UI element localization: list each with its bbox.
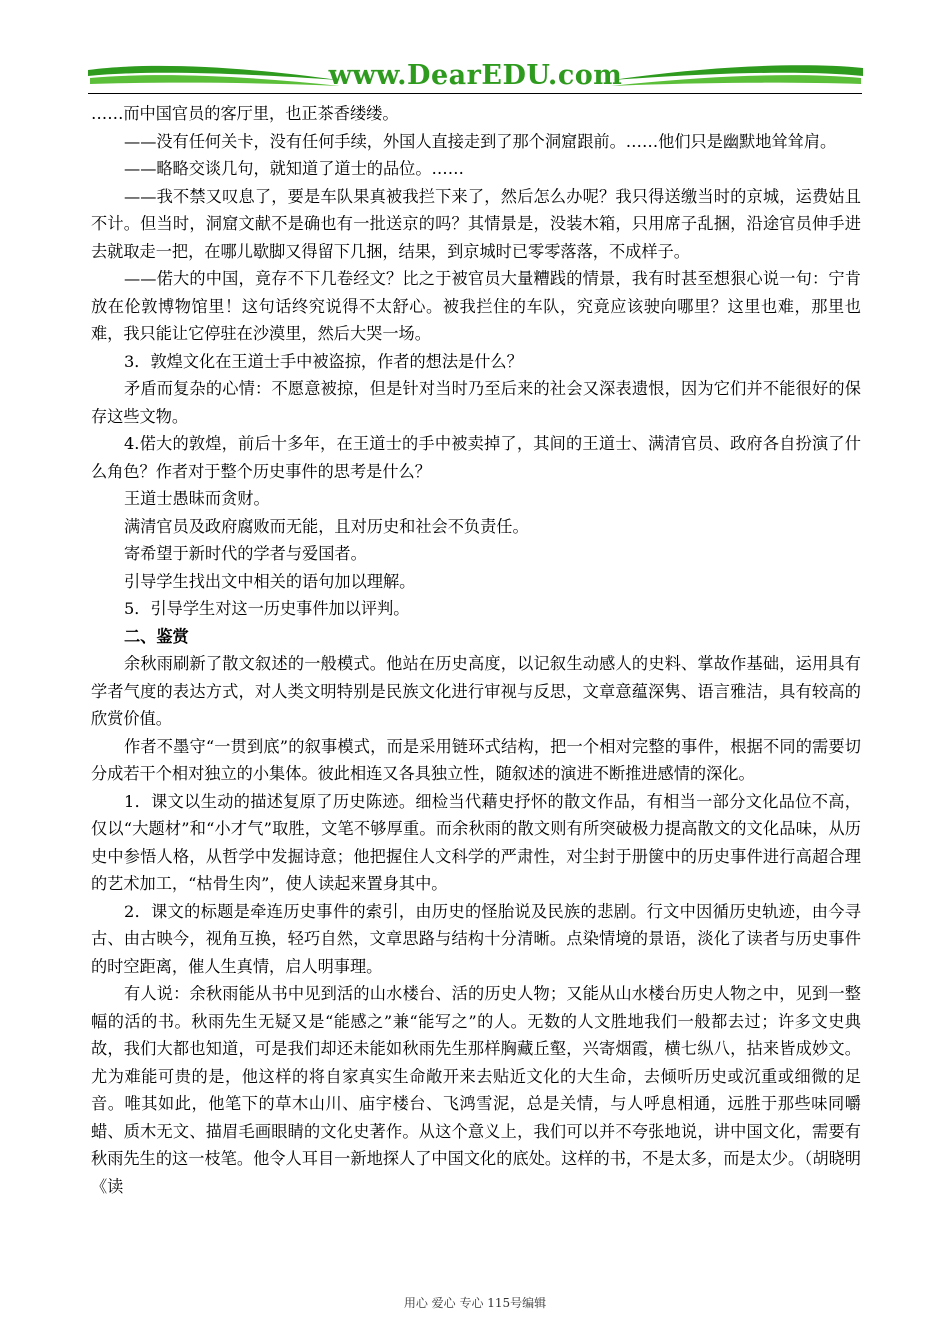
header-divider [88, 93, 862, 94]
paragraph: 3．敦煌文化在王道士手中被盗掠，作者的想法是什么？ [124, 351, 523, 371]
paragraph: 王道士愚昧而贪财。 [124, 489, 270, 508]
paragraph: 5．引导学生对这一历史事件加以评判。 [124, 599, 410, 618]
paragraph: 矛盾而复杂的心情：不愿意被掠，但是针对当时乃至后来的社会又深表遗恨，因为它们并不能很好的保存这些文物。 [91, 379, 861, 426]
paragraph: 寄希望于新时代的学者与爱国者。 [124, 544, 367, 563]
paragraph: 作者不墨守“一贯到底”的叙事模式，而是采用链环式结构，把一个相对完整的事件，根据不同的需要切分成若干个相对独立的小集体。彼此相连又各具独立性，随叙述的演进不断推进感情的深化。 [91, 736, 861, 783]
paragraph: 2．课文的标题是牵连历史事件的索引，由历史的怪胎说及民族的悲剧。行文中因循历史轨迹，由今寻古、由古映今，视角互换，轻巧自然，文章思路与结构十分清晰。点染情境的景语，淡化了读者与历史事件的时空距离，催人生真情，启人明事理。 [91, 901, 861, 976]
paragraph: 引导学生找出文中相关的语句加以理解。 [124, 571, 416, 591]
paragraph: ——偌大的中国，竟存不下几卷经文？比之于被官员大量糟践的情景，我有时甚至想狠心说一句：宁肯放在伦敦博物馆里！这句话终究说得不太舒心。被我拦住的车队，究竟应该驶向哪里？这里也难，那里也难，我只能让它停驻在沙漠里，然后大哭一场。 [91, 269, 861, 343]
paragraph: 满清官员及政府腐败而无能，且对历史和社会不负责任。 [124, 516, 529, 536]
paragraph: 余秋雨刷新了散文叙述的一般模式。他站在历史高度，以记叙生动感人的史料、掌故作基础，运用具有学者气度的表达方式，对人类文明特别是民族文化进行审视与反思，文章意蕴深隽、语言雅洁，具有较高的欣赏价值。 [91, 654, 861, 728]
paragraph: 有人说：余秋雨能从书中见到活的山水楼台、活的历史人物；又能从山水楼台历史人物之中，见到一整幅的活的书。秋雨先生无疑又是“能感之”兼“能写之”的人。无数的人文胜地我们一般都去过；许多文史典故，我们大都也知道，可是我们却还未能如秋雨先生那样胸藏丘壑，兴寄烟霞，横七纵八，拈来皆成妙文。尤为难能可贵的是，他这样的将自家真实生命敞开来去贴近文化的大生命，去倾听历史或沉重或细微的足音。唯其如此，他笔下的草木山川、庙宇楼台、飞鸿雪泥，总是关情，与人呼息相通，远胜于那些味同嚼蜡、质木无文、描眉毛画眼睛的文化史著作。从这个意义上，我们可以并不夸张地说，讲中国文化，需要有秋雨先生的这一枝笔。他令人耳目一新地探人了中国文化的底处。这样的书，不是太多，而是太少。（胡晓明《读 [91, 984, 861, 1196]
site-logo[interactable]: www.DearEDU.com [328, 60, 623, 91]
page-header [88, 58, 863, 96]
paragraph: ——我不禁又叹息了，要是车队果真被我拦下来了，然后怎么办呢？我只得送缴当时的京城，运费姑且不计。但当时，洞窟文献不是确也有一批送京的吗？其情景是，没装木箱，只用席子乱捆，沿途官员伸手进去就取走一把，在哪儿歇脚又得留下几捆，结果，到京城时已零零落落，不成样子。 [91, 186, 861, 261]
paragraph: 4.偌大的敦煌，前后十多年，在王道士的手中被卖掉了，其间的王道士、满清官员、政府各自扮演了什么角色？作者对于整个历史事件的思考是什么？ [91, 434, 861, 481]
page-footer: 用心 爱心 专心 115号编辑 [403, 1296, 547, 1310]
paragraph: ……而中国官员的客厅里，也正茶香缕缕。 [91, 104, 399, 123]
paragraph: ——没有任何关卡，没有任何手续，外国人直接走到了那个洞窟跟前。……他们只是幽默地耸耸肩。 [124, 131, 837, 151]
paragraph: ——略略交谈几句，就知道了道士的品位。…… [124, 159, 464, 178]
paragraph: 1．课文以生动的描述复原了历史陈迹。细检当代藉史抒怀的散文作品，有相当一部分文化品位不高，仅以“大题材”和“小才气”取胜，文笔不够厚重。而余秋雨的散文则有所突破极力提高散文的文化品味，从历史中参悟人格，从哲学中发掘诗意；他把握住人文科学的严肃性，对尘封于册箧中的历史事件进行高超合理的艺术加工，“枯骨生肉”，使人读起来置身其中。 [91, 791, 861, 893]
document-body [91, 100, 861, 1200]
section-heading: 二、鉴赏 [124, 626, 189, 646]
